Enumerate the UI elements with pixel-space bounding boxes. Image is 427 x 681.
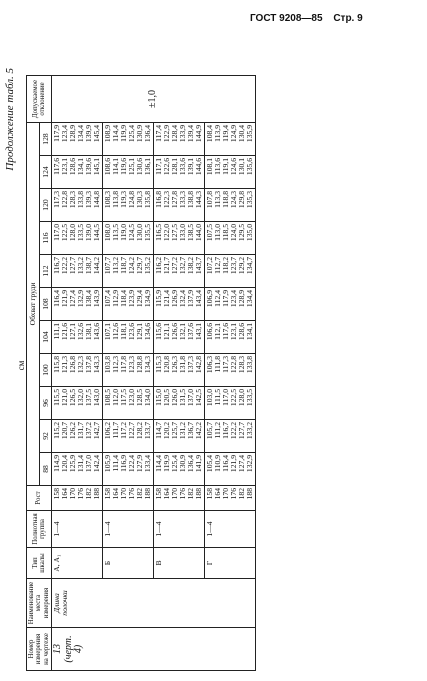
chest-value-cell: 117,9 123,4 128,9 134,4 139,9 145,4 [52,123,103,156]
chest-value-cell: 105,7 111,2 116,7 122,2 127,7 133,2 [204,420,255,453]
chest-value-cell: 116,5 122,0 127,5 133,0 138,5 144,0 [154,222,205,255]
chest-value-cell: 103,0 111,5 117,0 122,5 128,0 133,5 [204,387,255,420]
chest-value-cell: 108,9 114,4 119,9 125,4 130,9 136,4 [103,123,154,156]
chest-value-cell: 107,4 112,9 118,4 123,9 129,4 134,9 [103,288,154,321]
chest-value-cell: 115,5 121,0 126,5 132,0 137,5 143,0 [52,387,103,420]
height-values: 158 164 170 176 182 188 [204,486,255,511]
chest-value-cell: 106,6 112,1 117,6 123,1 128,6 134,1 [204,321,255,354]
height-values: 158 164 170 176 182 188 [154,486,205,511]
chest-size-header: 128 [39,123,52,156]
row-number: 13 (черт. 4) [52,628,255,671]
height-values: 158 164 170 176 182 188 [103,486,154,511]
chest-value-cell: 115,3 120,8 126,3 131,8 137,3 142,8 [154,354,205,387]
chest-value-cell: 106,2 111,7 117,2 122,7 128,2 133,7 [103,420,154,453]
chest-value-cell: 108,3 113,8 119,3 124,8 130,3 135,8 [103,189,154,222]
fullness-group: 1—4 [204,511,255,548]
chest-value-cell: 107,2 112,7 118,2 123,7 129,2 134,7 [204,255,255,288]
chest-value-cell: 107,7 113,2 118,7 124,2 129,7 135,2 [103,255,154,288]
scale-type: В [154,548,205,579]
chest-value-cell: 116,4 121,9 127,4 132,9 138,4 143,9 [52,288,103,321]
chest-size-header: 96 [39,387,52,420]
fullness-group: 1—4 [103,511,154,548]
chest-value-cell: 107,8 113,3 118,8 124,3 129,8 135,3 [204,189,255,222]
chest-value-cell: 108,4 113,9 119,4 124,9 130,4 135,9 [204,123,255,156]
scale-type: Б [103,548,154,579]
table-row [52,76,103,671]
chest-value-cell: 116,7 122,2 127,7 133,2 138,7 144,2 [52,255,103,288]
standard-number: ГОСТ 9208—85 [250,13,323,24]
chest-value-cell: 115,6 121,1 126,6 132,1 137,6 143,1 [154,321,205,354]
chest-value-cell: 108,1 113,6 119,1 124,6 130,1 135,6 [204,156,255,189]
chest-value-cell: 106,9 112,4 117,9 123,4 128,9 134,4 [204,288,255,321]
chest-value-cell: 107,5 113,0 118,5 124,0 129,5 135,0 [204,222,255,255]
scale-type: А, А₁ [52,548,103,579]
chest-size-header: 116 [39,222,52,255]
col-header-type: Тип шкалы [27,548,52,579]
chest-value-cell: 115,9 121,4 126,9 132,4 137,9 143,4 [154,288,205,321]
chest-size-header: 92 [39,420,52,453]
chest-value-cell: 108,0 113,5 119,0 124,5 130,0 135,5 [103,222,154,255]
chest-value-cell: 117,6 123,1 128,6 134,1 139,6 145,1 [52,156,103,189]
chest-value-cell: 115,0 120,5 126,0 131,5 137,0 142,5 [154,387,205,420]
page-header [250,13,420,24]
col-header-height: Рост [27,486,52,511]
chest-value-cell: 114,9 120,4 125,9 131,4 137,0 142,4 [52,453,103,486]
chest-value-cell: 116,2 121,7 127,2 132,7 138,2 143,7 [154,255,205,288]
chest-value-cell: 105,4 110,9 116,4 121,9 127,4 132,9 [204,453,255,486]
chest-value-cell: 108,5 112,0 117,5 123,0 128,5 134,0 [103,387,154,420]
chest-size-header: 120 [39,189,52,222]
chest-value-cell: 103,8 112,3 117,8 123,3 128,8 134,3 [103,354,154,387]
chest-value-cell: 117,3 122,8 128,3 133,8 139,3 144,8 [52,189,103,222]
rotated-table-page [0,50,427,681]
unit-label: см [16,360,26,371]
chest-size-header: 124 [39,156,52,189]
chest-size-header: 100 [39,354,52,387]
chest-value-cell: 105,9 111,4 116,9 122,4 127,9 133,4 [103,453,154,486]
chest-value-cell: 117,0 122,5 128,0 133,5 139,0 144,5 [52,222,103,255]
height-values: 158 164 170 176 182 188 [52,486,103,511]
chest-size-header: 112 [39,255,52,288]
tolerance-value: ±1,0 [52,76,255,123]
chest-value-cell: 111,1 121,6 127,1 132,6 138,1 143,6 [52,321,103,354]
col-header-chest: Обхват груди [27,123,40,486]
fullness-group: 1—4 [52,511,103,548]
chest-value-cell: 114,7 120,2 125,7 131,2 136,7 142,2 [154,420,205,453]
chest-value-cell: 107,1 112,6 118,1 123,6 129,1 134,6 [103,321,154,354]
chest-size-header: 88 [39,453,52,486]
data-table [26,75,256,671]
chest-value-cell: 116,8 122,3 127,8 133,3 138,8 144,3 [154,189,205,222]
table-header-row [27,76,40,671]
scale-type: Г [204,548,255,579]
chest-value-cell: 117,1 122,6 128,1 133,6 139,1 144,6 [154,156,205,189]
chest-size-header: 104 [39,321,52,354]
col-header-deviation: Допускаемое отклонение [27,76,52,123]
continuation-title: Продолжение табл. 5 [4,68,16,171]
row-measure-name: Длина полочки [52,579,255,628]
chest-value-cell: 106,3 111,8 117,3 122,8 128,3 133,8 [204,354,255,387]
page-number: Стр. 9 [333,13,363,24]
col-header-number: Номер измерения на чертеже [27,628,52,671]
col-header-group: Полнотная группа [27,511,52,548]
chest-value-cell: 115,2 120,7 126,2 131,7 137,2 142,7 [52,420,103,453]
col-header-name: Наименование места измерения [27,579,52,628]
chest-value-cell: 115,8 121,3 126,8 132,3 137,8 143,3 [52,354,103,387]
chest-value-cell: 114,4 119,9 125,4 130,9 136,4 141,9 [154,453,205,486]
chest-value-cell: 117,4 122,9 128,4 133,9 139,4 144,9 [154,123,205,156]
chest-size-header: 108 [39,288,52,321]
fullness-group: 1—4 [154,511,205,548]
chest-value-cell: 108,6 114,1 119,6 125,1 130,6 136,1 [103,156,154,189]
